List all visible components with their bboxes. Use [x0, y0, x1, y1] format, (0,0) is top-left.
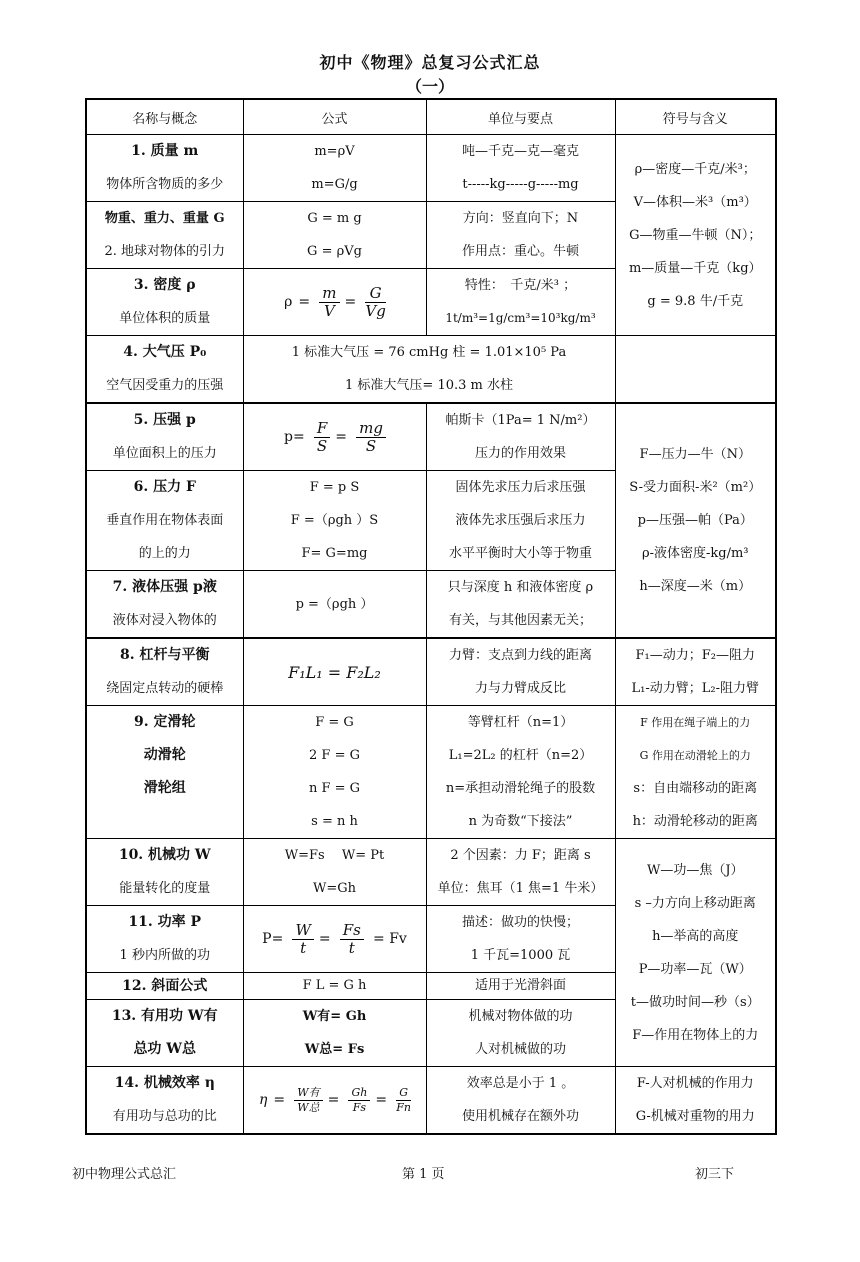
fraction: $\frac{G}{Fn}$: [396, 1085, 411, 1114]
row-desc: 垂直作用在物体表面: [106, 513, 224, 528]
row-name: 1. 质量 m: [131, 143, 199, 159]
footer-right: 初三下: [695, 1167, 735, 1182]
symbol-line: F 作用在绳子端上的力: [640, 716, 751, 729]
lever-formula: F₁L₁ = F₂L₂: [288, 662, 381, 682]
row-name: 13. 有用功 W有: [111, 1008, 218, 1024]
header-unit: 单位与要点: [426, 99, 615, 135]
formula-line: 2 F = G: [309, 748, 360, 763]
symbol-cell: [615, 839, 776, 1067]
formula-line: F = G: [315, 715, 354, 730]
unit-line: 固体先求压力后求压强: [455, 480, 586, 495]
row-name: 12. 斜面公式: [122, 978, 208, 994]
formula-tail: = Fv: [373, 931, 407, 947]
symbol-line: G 作用在动滑轮上的力: [639, 749, 751, 762]
unit-line: 帕斯卡（1Pa= 1 N/m²）: [445, 413, 596, 428]
row-name: 11. 功率 P: [128, 914, 202, 930]
row-name: 4. 大气压 P₀: [123, 344, 207, 360]
row-desc: 1 秒内所做的功: [119, 948, 210, 963]
row-desc: 绕固定点转动的硬棒: [106, 681, 224, 696]
formula-line: F L = G h: [302, 978, 367, 993]
symbol-line: G—物重—牛顿（N）；: [629, 227, 762, 243]
fraction: $\frac{F}{S}$: [314, 420, 330, 455]
unit-line: 单位：焦耳（1 焦=1 牛米）: [437, 881, 604, 896]
unit-line: 2 个因素：力 F；距离 s: [450, 848, 591, 863]
unit-line: 1 千瓦=1000 瓦: [470, 948, 571, 963]
unit-line: 方向：竖直向下；N: [462, 211, 579, 226]
unit-line: 吨—千克—克—毫克: [461, 144, 579, 159]
unit-line: 有关，与其他因素无关；: [448, 613, 592, 628]
header-formula: 公式: [243, 99, 426, 135]
row-name: 14. 机械效率 η: [114, 1075, 215, 1091]
fraction: $\frac{Fs}{t}$: [340, 922, 364, 957]
footer-page: 第 1 页: [402, 1167, 445, 1182]
row-desc: 液体对浸入物体的: [112, 613, 217, 628]
row-desc: 的上的力: [138, 546, 191, 561]
fraction: $\frac{Gh}{Fs}$: [348, 1086, 370, 1115]
fraction: $\frac{m}{V}$: [319, 285, 339, 320]
row-name: 10. 机械功 W: [118, 847, 211, 863]
symbol-line: ρ-液体密度-kg/m³: [641, 546, 749, 561]
formula-line: W=Gh: [312, 881, 356, 896]
row-desc: 单位面积上的压力: [112, 446, 217, 461]
symbol-line: F—压力—牛（N）: [639, 447, 751, 462]
formula-line: m=G/g: [311, 177, 358, 192]
row-name: 3. 密度 ρ: [133, 277, 196, 293]
row-name: 8. 杠杆与平衡: [120, 647, 210, 663]
symbol-line: m—质量—千克（kg）: [628, 260, 762, 276]
formula-line: G = m g: [307, 211, 362, 226]
row-name: 7. 液体压强 p液: [112, 579, 217, 595]
row-desc: 物体所含物质的多少: [106, 177, 224, 192]
formula-lhs: p=: [284, 429, 305, 445]
efficiency-formula: η = $\frac{\text{W有}}{\text{W总}}$ = $\frac{Gh}{Fs}$ = $\frac{G}{Fn}$: [243, 1067, 426, 1135]
unit-line: n=承担动滑轮绳子的股数: [445, 781, 596, 796]
table-header-row: [86, 99, 776, 135]
unit-line: 适用于光滑斜面: [474, 978, 566, 993]
unit-line: 人对机械做的功: [474, 1042, 566, 1057]
header-name: 名称与概念: [86, 99, 243, 135]
symbol-line: P—功率—瓦（W）: [638, 961, 752, 977]
row-name: 滑轮组: [143, 780, 186, 796]
formula-lhs: η: [259, 1092, 268, 1108]
table-row: [86, 336, 776, 404]
unit-line: 作用点：重心。牛顿: [461, 244, 579, 259]
table-row: [86, 1067, 776, 1135]
document-subtitle: （一）: [405, 77, 454, 96]
row-name: 6. 压力 F: [133, 479, 196, 495]
symbol-line: ρ—密度—千克/米³；: [634, 161, 756, 177]
row-name: 总功 W总: [133, 1041, 197, 1057]
symbol-line: F-人对机械的作用力: [636, 1076, 754, 1091]
symbol-line: S-受力面积-米²（m²）: [629, 480, 762, 495]
formula-line: W总= Fs: [304, 1042, 365, 1057]
unit-line: 描述：做功的快慢；: [461, 915, 579, 930]
merged-line: 1 标准大气压 = 76 cmHg 柱 = 1.01×10⁵ Pa: [291, 345, 567, 360]
density-formula: ρ = $\frac{m}{V}$ = $\frac{G}{Vg}$: [243, 269, 426, 336]
symbol-line: s：自由端移动的距离: [633, 781, 758, 796]
row-desc: 单位体积的质量: [119, 311, 211, 326]
formula-line: W有= Gh: [302, 1009, 367, 1024]
symbol-line: t—做功时间—秒（s）: [630, 994, 760, 1010]
row-desc: 空气因受重力的压强: [106, 378, 224, 393]
unit-line: t-----kg-----g-----mg: [462, 177, 579, 192]
table-row: [86, 403, 776, 471]
symbol-line: h—深度—米（m）: [639, 579, 752, 594]
formula-line: m=ρV: [314, 144, 355, 159]
symbol-line: p—压强—帕（Pa）: [637, 513, 753, 528]
unit-line: 1t/m³=1g/cm³=10³kg/m³: [445, 311, 596, 325]
formula-table: [85, 98, 777, 1135]
symbol-line: G-机械对重物的用力: [635, 1109, 755, 1124]
unit-line: n 为奇数“下接法”: [468, 814, 573, 829]
table-row: [86, 638, 776, 706]
symbol-line: h—举高的高度: [652, 928, 739, 944]
symbol-line: F—作用在物体上的力: [632, 1027, 759, 1043]
document-title: 初中《物理》总复习公式汇总: [319, 53, 541, 72]
formula-line: G = ρVg: [307, 244, 362, 259]
formula-line: W=Fs W= Pt: [284, 848, 385, 863]
symbol-cell: [615, 403, 776, 638]
symbol-line: h：动滑轮移动的距离: [632, 814, 758, 829]
unit-line: 特性： 千克/米³ ；: [464, 278, 577, 293]
footer-left: 初中物理公式总汇: [72, 1167, 177, 1182]
symbol-line: V—体积—米³（m³）: [633, 194, 757, 210]
row-name: 9. 定滑轮: [134, 714, 196, 730]
symbol-line: s –力方向上移动距离: [634, 895, 756, 911]
unit-line: 效率总是小于 1 。: [466, 1076, 575, 1091]
fraction: $\frac{W}{t}$: [292, 922, 313, 957]
formula-lhs: ρ: [284, 294, 293, 310]
merged-line: 1 标准大气压= 10.3 m 水柱: [345, 378, 513, 393]
pressure-formula: p= $\frac{F}{S}$ = $\frac{mg}{S}$: [243, 403, 426, 471]
formula-lhs: P=: [262, 931, 284, 947]
unit-line: 水平平衡时大小等于物重: [448, 546, 592, 561]
row-desc: 能量转化的度量: [119, 881, 211, 896]
unit-line: 液体先求压强后求压力: [455, 513, 586, 528]
row-name: 5. 压强 p: [133, 412, 196, 428]
unit-line: 力与力臂成反比: [474, 681, 566, 696]
formula-line: F = p S: [309, 480, 360, 495]
fraction: $\frac{mg}{S}$: [356, 420, 386, 455]
table-row: [86, 135, 776, 202]
symbol-line: F₁—动力；F₂—阻力: [635, 648, 755, 663]
row-name: 物重、重力、重量 G: [104, 211, 225, 226]
row-desc: 2. 地球对物体的引力: [104, 244, 226, 259]
table-row: [86, 839, 776, 906]
unit-line: 压力的作用效果: [474, 446, 566, 461]
unit-line: 使用机械存在额外功: [461, 1109, 579, 1124]
unit-line: L₁=2L₂ 的杠杆（n=2）: [448, 748, 593, 763]
unit-line: 机械对物体做的功: [468, 1009, 573, 1024]
formula-line: n F = G: [308, 781, 361, 796]
row-name: 动滑轮: [143, 747, 186, 763]
fraction: $\frac{\text{W有}}{\text{W总}}$: [294, 1086, 322, 1115]
table-row: [86, 706, 776, 839]
formula-line: F =（ρgh ）S: [290, 513, 379, 528]
power-formula: P= $\frac{W}{t}$ = $\frac{Fs}{t}$ = Fv: [243, 906, 426, 973]
unit-line: 力臂：支点到力线的距离: [448, 648, 592, 663]
header-symbol: 符号与含义: [615, 99, 776, 135]
formula-line: p =（ρgh ）: [295, 596, 374, 612]
symbol-line: L₁-动力臂；L₂-阻力臂: [631, 681, 759, 696]
symbol-line: g = 9.8 牛/千克: [647, 293, 744, 309]
fraction: $\frac{G}{Vg}$: [365, 283, 386, 320]
unit-line: 只与深度 h 和液体密度 ρ: [447, 580, 594, 595]
formula-line: s = n h: [311, 814, 358, 829]
unit-line: 等臂杠杆（n=1）: [467, 715, 574, 730]
symbol-cell: [615, 135, 776, 336]
formula-line: F= G=mg: [301, 546, 368, 561]
symbol-line: W—功—焦（J）: [646, 862, 744, 878]
row-desc: 有用功与总功的比: [112, 1109, 217, 1124]
